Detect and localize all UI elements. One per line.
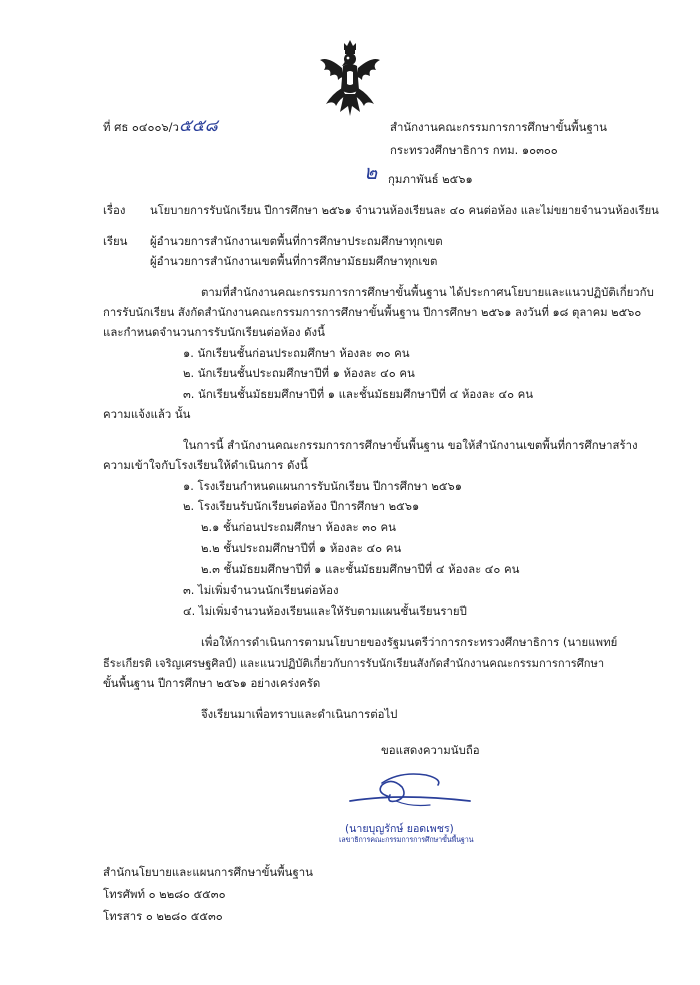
garuda-emblem-icon (318, 38, 382, 120)
issuing-office: สำนักงานคณะกรรมการการศึกษาขั้นพื้นฐาน (390, 120, 607, 134)
footer-unit: สำนักนโยบายและแผนการศึกษาขั้นพื้นฐาน (103, 865, 313, 879)
paragraph-1-line-2: การรับนักเรียน สังกัดสำนักงานคณะกรรมการการศึกษาขั้นพื้นฐาน ปีการศึกษา ๒๕๖๑ ลงวันที่ ๑๘ ตุลาคม ๒๕๖๐ (103, 306, 642, 319)
list-item: ๓. นักเรียนชั้นมัธยมศึกษาปีที่ ๑ และชั้นมัธยมศึกษาปีที่ ๔ ห้องละ ๔๐ คน (183, 387, 534, 401)
document-number-prefix: ที่ ศธ ๐๔๐๐๖/ว (103, 120, 179, 134)
date-month-year: กุมภาพันธ์ ๒๕๖๑ (388, 172, 473, 186)
recipient-line-1: ผู้อำนวยการสำนักงานเขตพื้นที่การศึกษาประถมศึกษาทุกเขต (150, 234, 443, 248)
paragraph-3-line-2: ธีระเกียรติ เจริญเศรษฐศิลป์) และแนวปฏิบัติเกี่ยวกับการรับนักเรียนสังกัดสำนักงานคณะกรรมการการศึกษา (103, 657, 605, 670)
signer-name: (นายบุญรักษ์ ยอดเพชร) (345, 823, 454, 835)
recipient-label: เรียน (103, 234, 128, 248)
paragraph-1-line-1: ตามที่สำนักงานคณะกรรมการการศึกษาขั้นพื้นฐาน ได้ประกาศนโยบายและแนวปฏิบัติเกี่ยวกับ (201, 285, 654, 299)
list-item: ๓. ไม่เพิ่มจำนวนนักเรียนต่อห้อง (183, 583, 339, 597)
list-item: ๒. โรงเรียนรับนักเรียนต่อห้อง ปีการศึกษา ๒๕๖๑ (183, 499, 420, 513)
paragraph-3-line-3: ขั้นพื้นฐาน ปีการศึกษา ๒๕๖๑ อย่างเคร่งครัด (103, 676, 321, 690)
closing-salutation: ขอแสดงความนับถือ (381, 743, 480, 757)
recipient-line-2: ผู้อำนวยการสำนักงานเขตพื้นที่การศึกษามัธยมศึกษาทุกเขต (150, 254, 438, 268)
subject-label: เรื่อง (103, 203, 126, 217)
list-subitem: ๒.๑ ชั้นก่อนประถมศึกษา ห้องละ ๓๐ คน (201, 520, 396, 534)
signer-title: เลขาธิการคณะกรรมการการศึกษาขั้นพื้นฐาน (339, 835, 474, 844)
issuing-office-address: กระทรวงศึกษาธิการ กทม. ๑๐๓๐๐ (390, 143, 558, 157)
list-item: ๔. ไม่เพิ่มจำนวนห้องเรียนและให้รับตามแผนชั้นเรียนรายปี (183, 604, 467, 618)
paragraph-3-line-1: เพื่อให้การดำเนินการตามนโยบายของรัฐมนตรีว่าการกระทรวงศึกษาธิการ (นายแพทย์ (201, 635, 618, 649)
paragraph-2-line-2: ความเข้าใจกับโรงเรียนให้ดำเนินการ ดังนี้ (103, 458, 308, 472)
subject-text: นโยบายการรับนักเรียน ปีการศึกษา ๒๕๖๑ จำนวนห้องเรียนละ ๔๐ คนต่อห้อง และไม่ขยายจำนวนห้องเรียน (150, 204, 659, 217)
list-item: ๑. โรงเรียนกำหนดแผนการรับนักเรียน ปีการศึกษา ๒๕๖๑ (183, 479, 462, 493)
list-item: ๒. นักเรียนชั้นประถมศึกษาปีที่ ๑ ห้องละ ๔๐ คน (183, 366, 415, 380)
footer-phone: โทรศัพท์ ๐ ๒๒๘๐ ๕๕๓๐ (103, 887, 226, 901)
paragraph-1-line-3: และกำหนดจำนวนการรับนักเรียนต่อห้อง ดังนี้ (103, 325, 325, 339)
date-day-handwritten: ๒ (364, 160, 378, 184)
paragraph-2-line-1: ในการนี้ สำนักงานคณะกรรมการการศึกษาขั้นพื้นฐาน ขอให้สำนักงานเขตพื้นที่การศึกษาสร้าง (183, 438, 638, 452)
paragraph-4: จึงเรียนมาเพื่อทราบและดำเนินการต่อไป (201, 707, 398, 721)
list-item: ๑. นักเรียนชั้นก่อนประถมศึกษา ห้องละ ๓๐ คน (183, 346, 410, 360)
footer-fax: โทรสาร ๐ ๒๒๘๐ ๕๕๓๐ (103, 909, 223, 923)
list-subitem: ๒.๓ ชั้นมัธยมศึกษาปีที่ ๑ และชั้นมัธยมศึกษาปีที่ ๔ ห้องละ ๔๐ คน (201, 562, 520, 576)
document-number-handwritten: ๕๕๘ (178, 116, 218, 136)
paragraph-1-end: ความแจ้งแล้ว นั้น (103, 407, 191, 421)
document-number (103, 116, 218, 136)
list-subitem: ๒.๒ ชั้นประถมศึกษาปีที่ ๑ ห้องละ ๔๐ คน (201, 541, 402, 555)
handwritten-signature (330, 763, 480, 819)
